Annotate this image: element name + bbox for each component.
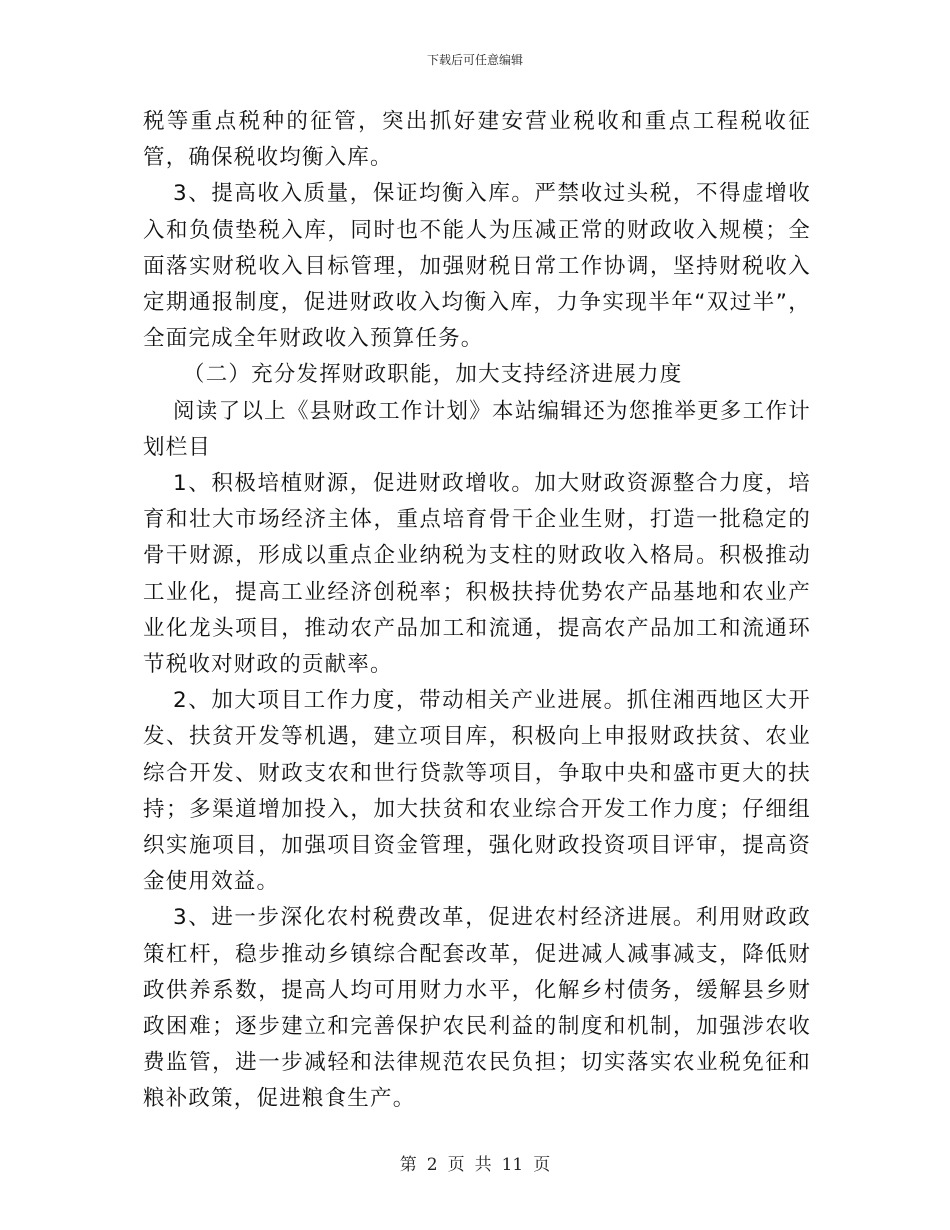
page-footer [0, 1155, 950, 1175]
footer-mid: 页 [447, 1155, 465, 1175]
total-pages: 11 [501, 1155, 524, 1175]
document-body [143, 104, 811, 1118]
paragraph: 2、加大项目工作力度，带动相关产业进展。抓住湘西地区大开发、扶贫开发等机遇，建立项目库，积极向上申报财政扶贫、农业综合开发、财政支农和世行贷款等项目，争取中央和盛市更大的扶持；多渠道增加投入，加大扶贫和农业综合开发工作力度；仔细组织实施项目，加强项目资金管理，强化财政投资项目评审，提高资金使用效益。 [143, 688, 811, 895]
paragraph: 税等重点税种的征管，突出抓好建安营业税收和重点工程税收征管，确保税收均衡入库。 [143, 109, 811, 171]
paragraph: 3、提高收入质量，保证均衡入库。严禁收过头税，不得虚增收入和负债垫税入库，同时也不能人为压减正常的财政收入规模；全面落实财税收入目标管理，加强财税日常工作协调，坚持财税收入定期通报制度，促进财政收入均衡入库，力争实现半年“双过半”，全面完成全年财政收入预算任务。 [143, 181, 811, 352]
section-heading: （二）充分发挥财政职能，加大支持经济进展力度 [183, 362, 683, 388]
page-number: 2 [426, 1155, 438, 1175]
paragraph: 1、积极培植财源，促进财政增收。加大财政资源整合力度，培育和壮大市场经济主体，重点培育骨干企业生财，打造一批稳定的骨干财源，形成以重点企业纳税为支柱的财政收入格局。积极推动工业化，提高工业经济创税率；积极扶持优势农产品基地和农业产业化龙头项目，推动农产品加工和流通，提高农产品加工和流通环节税收对财政的贡献率。 [143, 471, 811, 678]
paragraph: 阅读了以上《县财政工作计划》本站编辑还为您推举更多工作计划栏目 [143, 398, 811, 460]
page-header: 下载后可任意编辑 [426, 53, 523, 67]
footer-suffix: 页 [533, 1155, 551, 1175]
footer-prefix: 第 [399, 1155, 417, 1175]
footer-total-label: 共 [474, 1155, 492, 1175]
paragraph: 3、进一步深化农村税费改革，促进农村经济进展。利用财政政策杠杆，稳步推动乡镇综合配套改革，促进减人减事减支，降低财政供养系数，提高人均可用财力水平，化解乡村债务，缓解县乡财政困难；逐步建立和完善保护农民利益的制度和机制，加强涉农收费监管，进一步减轻和法律规范农民负担；切实落实农业税免征和粮补政策，促进粮食生产。 [143, 905, 811, 1112]
